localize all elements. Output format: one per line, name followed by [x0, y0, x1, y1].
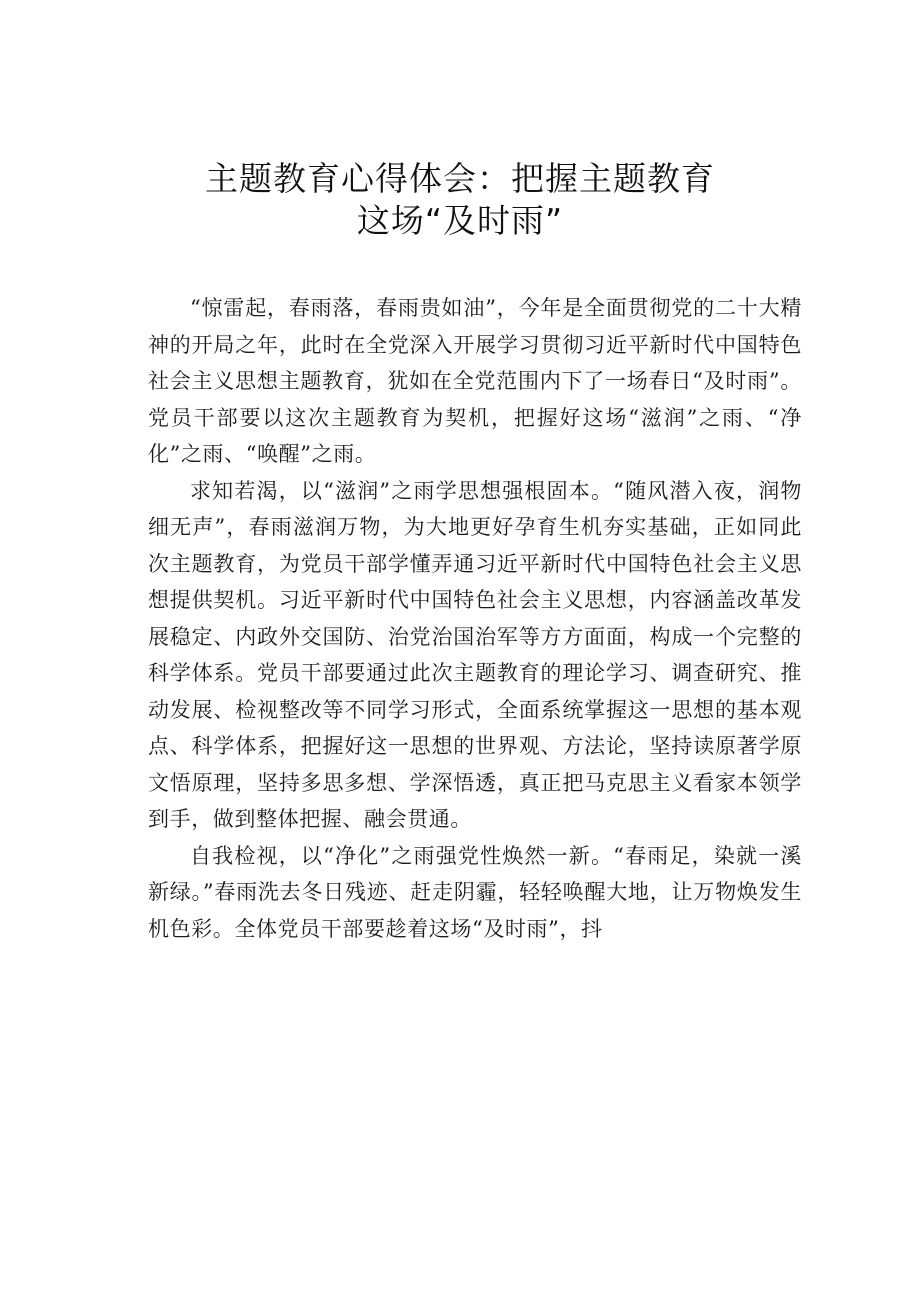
paragraph-purify: 自我检视，以“净化”之雨强党性焕然一新。“春雨足，染就一溪新绿。”春雨洗去冬日残迹、赶走阴霾，轻轻唤醒大地，让万物焕发生机色彩。全体党员干部要趁着这场“及时雨”，抖 [148, 843, 802, 941]
document-title-line2: 这场“及时雨” [356, 201, 564, 240]
paragraph-intro: “惊雷起，春雨落，春雨贵如油”，今年是全面贯彻党的二十大精神的开局之年，此时在全党深入开展学习贯彻习近平新时代中国特色社会主义思想主题教育，犹如在全党范围内下了一场春日“及时雨”。党员干部要以这次主题教育为契机，把握好这场“滋润”之雨、“净化”之雨、“唤醒”之雨。 [148, 296, 802, 466]
paragraph-nourish: 求知若渴，以“滋润”之雨学思想强根固本。“随风潜入夜，润物细无声”，春雨滋润万物，为大地更好孕育生机夯实基础，正如同此次主题教育，为党员干部学懂弄通习近平新时代中国特色社会主义思想提供契机。习近平新时代中国特色社会主义思想，内容涵盖改革发展稳定、内政外交国防、治党治国治军等方方面面，构成一个完整的科学体系。党员干部要通过此次主题教育的理论学习、调查研究、推动发展、检视整改等不同学习形式，全面系统掌握这一思想的基本观点、科学体系，把握好这一思想的世界观、方法论，坚持读原著学原文悟原理，坚持多思多想、学深悟透，真正把马克思主义看家本领学到手，做到整体把握、融会贯通。 [148, 478, 802, 831]
document-body [148, 290, 802, 947]
document-title-line1: 主题教育心得体会：把握主题教育 [205, 159, 715, 198]
